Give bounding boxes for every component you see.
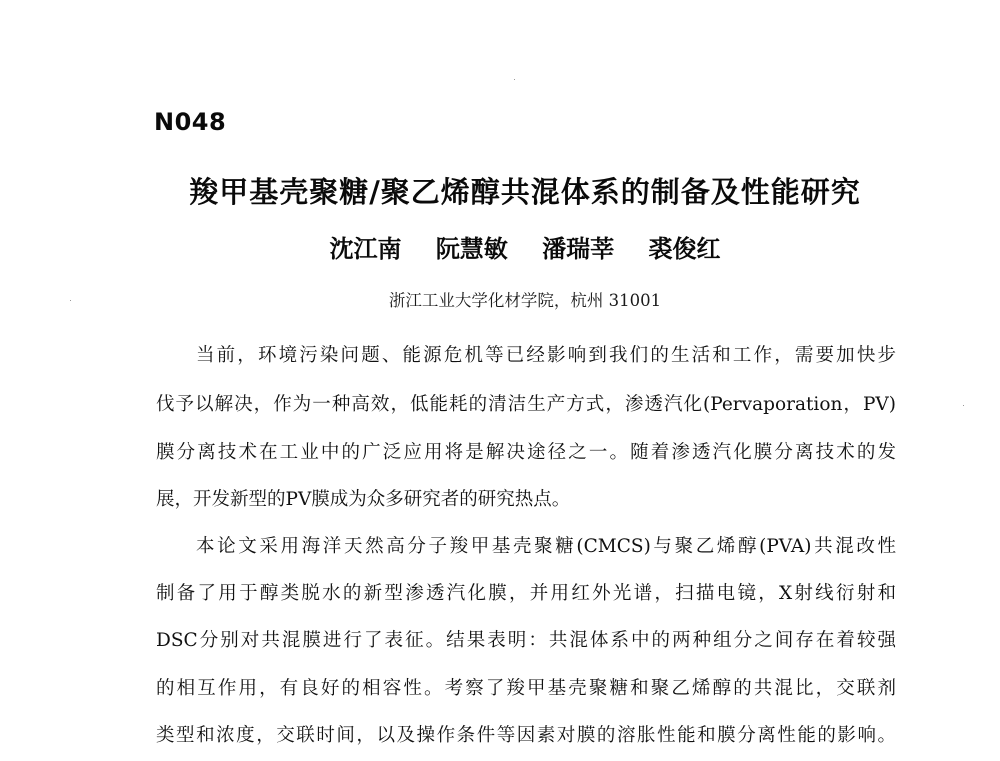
body-text-line: 伐予以解决，作为一种高效，低能耗的清洁生产方式，渗透汽化(Pervaporation，PV): [156, 394, 896, 415]
author-name: 裘俊红: [648, 235, 721, 263]
body-text-line: 本论文采用海洋天然高分子羧甲基壳聚糖(CMCS)与聚乙烯醇(PVA)共混改性: [196, 536, 896, 557]
affiliation: 浙江工业大学化材学院，杭州 31001: [388, 291, 662, 310]
paper-title: 羧甲基壳聚糖/聚乙烯醇共混体系的制备及性能研究: [189, 175, 861, 209]
paper-code: N048: [154, 108, 227, 136]
author-name: 阮慧敏: [435, 235, 508, 263]
body-text-line: DSC分别对共混膜进行了表征。结果表明：共混体系中的两种组分之间存在着较强: [156, 630, 896, 651]
body-text-line: 类型和浓度，交联时间，以及操作条件等因素对膜的溶胀性能和膜分离性能的影响。: [156, 725, 896, 746]
body-text-line: 制备了用于醇类脱水的新型渗透汽化膜，并用红外光谱，扫描电镜，X射线衍射和: [156, 583, 896, 604]
scan-speck: [70, 300, 71, 301]
body-text-line: 的相互作用，有良好的相容性。考察了羧甲基壳聚糖和聚乙烯醇的共混比，交联剂: [156, 678, 896, 699]
author-name: 沈江南: [329, 235, 402, 263]
scan-speck: [514, 79, 515, 80]
body-text-line: 当前，环境污染问题、能源危机等已经影响到我们的生活和工作，需要加快步: [196, 345, 896, 366]
body-text-line: 膜分离技术在工业中的广泛应用将是解决途径之一。随着渗透汽化膜分离技术的发: [156, 442, 896, 463]
body-text-line: 展，开发新型的PV膜成为众多研究者的研究热点。: [156, 489, 571, 510]
author-list: [130, 229, 920, 264]
author-name: 潘瑞莘: [542, 235, 615, 263]
scan-speck: [963, 405, 964, 406]
